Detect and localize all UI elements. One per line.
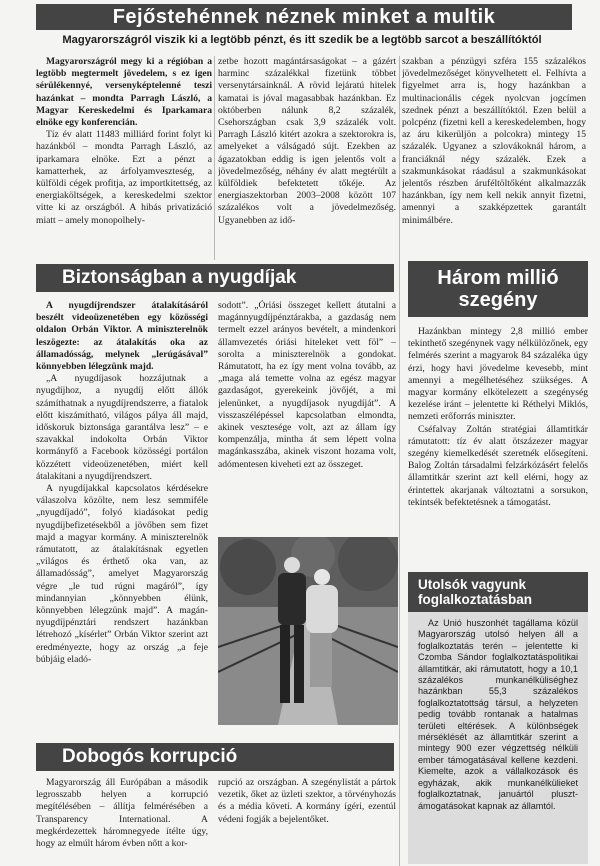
article1-text: szakban a pénzügyi szféra 155 százalékos jövedelmezőséget könyvelhetett el. Felhívta a figyelmet arra is, hogy hazánkban a multinacionális cégek nyolcvan jogcímen szednek pénzt a beszállítóktól. Ezen belül a polcpénz (fizetni kell a kereskedelemben, hogy az áru kikerüljön a polcokra) mintegy 15 százalék. Ugyanez a szlovákoknál három, a franciáknál négy százalék. Ezek a szakmunkásokat ráadásul a szakmunkásokat jelentős részben áruféltöltőként alkalmazzák hazánkban, így nem kell nekik annyit fizetni, amennyi a szakképzettek garantált minimálbére. [402,56,586,226]
poverty-title-line2: szegény [458,289,538,311]
corruption-banner [36,743,394,771]
article2-text: A nyugdíjakkal kapcsolatos kérdésekre válaszolva közölte, nem lesz semmiféle „nyugdíjadó”, folyó kiadásokat pedig nyugdíjbefizetésekből a jövőben sem fizet majd a magyar kormány. A miniszterelnök rámutatott, az átalakításnak egyetlen „világos és érthető oka van, az államadósság”, amelyet Magyarország végre „le tud rúgni magáról”, így mindannyian „könnyebben élünk, könnyebben lélegzünk majd”. A magán-nyugdíjpénztári rendszert hazánkban létrehozó „kísérlet” Orbán Viktor szerint azt eredményezte, hogy az ország „a feje búbjáig eladó- [36,483,208,665]
article2-column2 [218,300,396,530]
article1-column3 [402,56,586,256]
article2-text: „A nyugdíjasok hozzájutnak a nyugdíjhoz, a nyugdíj előtt állók számíthatnak a nyugdíjrendszerre, a fiatalok előtt kiszámítható, világos pálya áll majd, időskoruk biztonsága garantálva lesz” – e szavakkal indokolta Orbán Viktor kormányfő a Facebook közösségi portálon közzétett videoüzenetében, miért kell átalakítani a nyugdíjrendszert. [36,373,208,482]
subheadline: Magyarországról viszik ki a legtöbb pénzt, és itt szedik be a legtöbb sarcot a beszállítóktól [62,34,542,46]
sidebar-title: Utolsók vagyunk foglalkoztatásban [408,572,588,612]
column-rule [399,56,400,866]
corruption-title: Dobogós korrupció [62,746,238,767]
column-rule [214,56,215,260]
poverty-title-line1: Három millió [437,267,559,289]
article4-text: Cséfalvay Zoltán stratégiai államtitkár rámutatott: tíz év alatt ötszázezer magyar szegény kiemelkedését szeretnék elősegíteni. Balog Zoltán társadalmi felzárkózásért felelős államtitkár szerint azt kell elérni, hogy az érintettek akarjanak változtatni a sorsukon, tekintsék befektetésnek a támogatást. [408,423,588,508]
article3-column1 [36,777,208,865]
article3-text: Magyarország áll Európában a második legrosszabb helyen a korrupció megítélésében – állítja felmérésében a Transparency International. A megkérdezettek háromnegyede ítélte úgy, hogy az elmúlt három évben nőtt a kor- [36,777,208,850]
article1-text: Tíz év alatt 11483 milliárd forint folyt ki hazánkból – mondta Parragh László, az iparkamara elnöke. Ezt a pénzt a kamatterhek, az árfolyamveszteség, a külföldi cégek profitja, az importkitettség, az energiaköltségek, a kereskedelmi szektor vitte ki az országból. A hibás privatizáció miatt – amely monopolhely- [36,129,212,226]
article1-column1 [36,56,212,260]
article2-column1 [36,300,208,740]
article4-text: Hazánkban mintegy 2,8 millió ember tekinthető szegénynek vagy nélkülözőnek, egy felmérés szerint a magyarok 84 százaléka úgy érzi, hogy havi jövedelme kevesebb, mint amennyi a megélhetéséhez szükséges. A magyar kormány elkötelezett a szegénység kezelése iránt – jelentette ki Réthelyi Miklós, nemzeti erőforrás miniszter. [408,326,588,423]
poverty-banner [408,261,588,317]
headline-banner [36,4,572,30]
article2-lead: A nyugdíjrendszer átalakításáról beszélt videoüzenetében egy közösségi oldalon Orbán Viktor. A miniszterelnök leszögezte: az átalakítás oka az államadósság, melynek „lerúgásával” könnyebben lélegzünk majd. [36,300,208,373]
elderly-couple-photo [218,537,398,725]
article1-column2 [218,56,396,260]
article2-text: sodott”. „Óriási összeget kellett átutalni a magánnyugdíjpénztárakba, a gazdaság nem termelt ezzel arányos bevételt, a mindenkori államvezetés óriási hiteleket vett föl” – sorolta a miniszterelnök a gondokat. Rámutatott, ha ez így ment volna tovább, az „maga alá temette volna az egész magyar gazdaságot, gyerekeink jövőjét, a mi jelenünket, a nyugdíjasok nyugdíját”. A visszaszélépéssel kapcsolatban elmondta, akinek vesztesége volt, azt az állam így kompenzálja, mintha át sem lépett volna magánkasszába, akinek viszont hozama volt, adómentesen kiveheti ezt az összeget. [218,300,396,470]
pension-title: Biztonságban a nyugdíjak [62,267,297,288]
pension-banner [36,264,394,292]
article4-column [408,326,588,568]
article3-column2 [218,777,396,865]
article3-text: rupció az országban. A szegénylistát a pártok vezetik, őket az üzleti szektor, a törvényhozás és a média követi. A kormány ígéri, ezentúl védeni fogják a bejelentőket. [218,777,396,825]
headline: Fejőstehénnek néznek minket a multik [112,5,496,28]
article1-text: zetbe hozott magántársaságokat – a gázért harminc százalékkal fizetünk többet versenytársainknál. A rövid lejáratú hitelek kamatai is jóval magasabbak hazánkban. Ez októberben nálunk 8,2 százalék, Csehországban csak 3,9 százalék volt. Parragh László kitért azokra a szektorokra is, amelyeket a válságadó sújt. Ezekben az ágazatokban eddig is igen jelentős volt a jövedelmezőség, néhány év alatt megtérült a külföldiek befektetett tőkéje. Az energiaszektorban 2003–2008 között 107 százalékos volt a jövedelmezőség. Ugyanebben az idő- [218,56,396,226]
sidebar-box [408,572,588,864]
sidebar-text: Az Unió huszonhét tagállama közül Magyarország utolsó helyen áll a foglalkoztatás terén – jelentette ki Czomba Sándor foglalkoztatáspolitikai államtitkár, aki rámutatott, hogy a 10,1 százalékos munkanélküliséghez hazánkban 55,3 százalékos foglalkoztatottság társul, a helyzeten pedig tovább rontanak a hatalmas területi eltérések. A különbségek mérséklését az államtitkár szerint a mintegy 900 ezer végzettség nélküli ember támogatásával kellene kezdeni. Kiemelte, azok a vállalkozások és egyházak, akik munkanélkülieket foglalkoztatnak, januártól plusztámogatásokat kapnak az államtól. [418,618,578,811]
article1-lead: Magyarországról megy ki a régióban a legtöbb megtermelt jövedelem, s ez igen sérülékennyé, versenyképtelenné teszi hazánkat – mondta Parragh László, a Magyar Kereskedelmi és Iparkamara elnöke egy konferencián. [36,56,212,129]
